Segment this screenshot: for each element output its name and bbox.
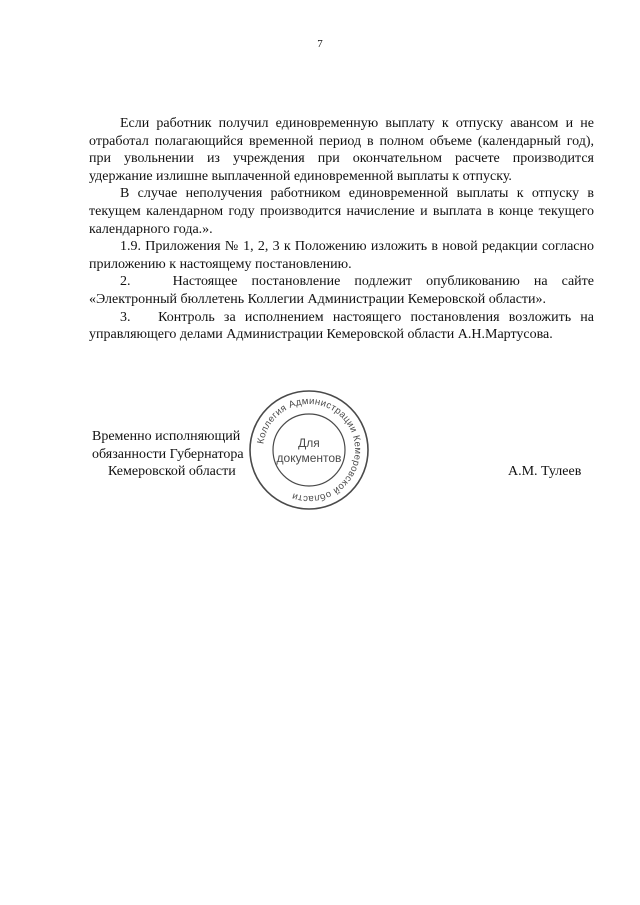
paragraph-advance-payment: Если работник получил единовременную выплату к отпуску авансом и не отработал полагающийся временной период в полном объеме (календарный год), при увольнении из учреждения при окончательном расчете производится удержание излишне выплаченной единовременной выплаты к отпуску. xyxy=(89,116,594,184)
signatory-title-line-2: обязанности Губернатора xyxy=(92,446,244,462)
paragraph-nonreceipt: В случае неполучения работником единовременной выплаты к отпуску в текущем календарном году производится начисление и выплата в конце текущего календарного года.». xyxy=(89,186,594,237)
official-stamp xyxy=(248,389,370,511)
signatory-title-line-1: Временно исполняющий xyxy=(92,429,241,444)
stamp-ring-text: Коллегия Администрации Кемеровской области xyxy=(255,395,364,505)
stamp-outer-ring xyxy=(250,391,368,509)
paragraph-item-3: 3. Контроль за исполнением настоящего постановления возложить на управляющего делами Администрации Кемеровской области А.Н.Мартусова. xyxy=(89,309,594,343)
stamp-center-line-1: Для xyxy=(298,436,320,450)
paragraph-item-1-9: 1.9. Приложения № 1, 2, 3 к Положению изложить в новой редакции согласно приложению к настоящему постановлению. xyxy=(89,239,594,272)
stamp-inner-ring xyxy=(273,414,345,486)
stamp-center-line-2: документов xyxy=(276,451,342,465)
paragraph-item-2: 2. Настоящее постановление подлежит опубликованию на сайте «Электронный бюллетень Коллегии Администрации Кемеровской области». xyxy=(89,274,594,307)
signatory-title xyxy=(92,428,244,481)
page-number: 7 xyxy=(317,38,323,50)
document-body xyxy=(89,115,594,344)
signatory-title-line-3: Кемеровской области xyxy=(108,464,236,480)
signatory-name: А.М. Тулеев xyxy=(508,464,582,479)
